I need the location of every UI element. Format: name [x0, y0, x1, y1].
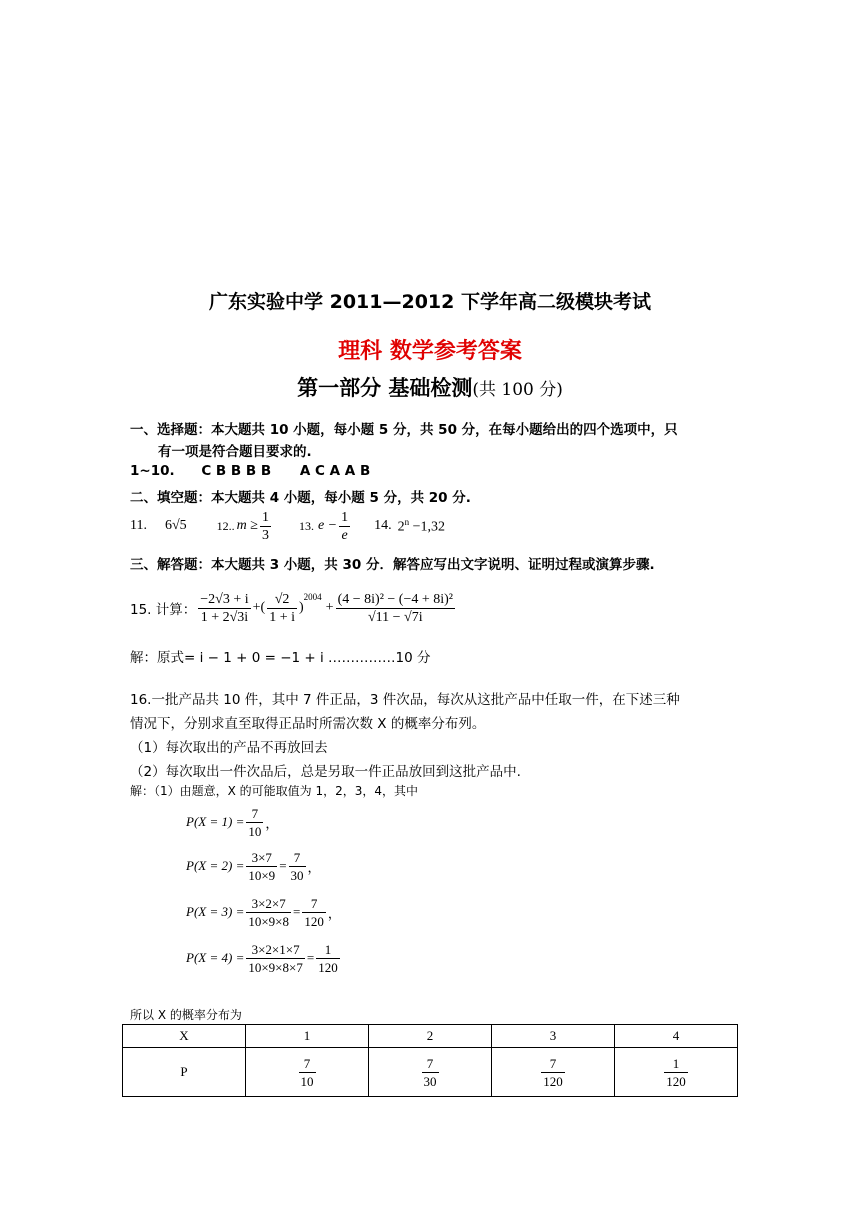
p4-fraction-a: [246, 941, 305, 976]
q15-solution: 解：原式= i − 1 + 0 = −1 + i ……………10 分: [130, 650, 431, 666]
q13-fraction-num: 1: [341, 509, 349, 525]
answers-row: [130, 463, 370, 479]
q15-term2-den: 1 + i: [269, 609, 295, 625]
table-header-cell: 4: [615, 1025, 738, 1048]
q12-lhs: m ≥: [236, 518, 258, 533]
table-header-cell: X: [123, 1025, 246, 1048]
q12-fraction: [260, 509, 271, 544]
p3-num-b: 7: [302, 895, 326, 913]
q12-fraction-num: 1: [261, 509, 269, 525]
q13-number: 13.: [298, 518, 314, 533]
q15-term1-den: 1 + 2√3i: [200, 609, 249, 625]
p3-equation: [186, 892, 341, 932]
table-cell: [246, 1048, 369, 1097]
cell-fraction: [541, 1055, 565, 1090]
p3-num-a: 3×2×7: [246, 895, 291, 913]
q14-answer: [398, 517, 445, 536]
q16-solution-intro: 解：（1）由题意，X 的可能取值为 1，2，3，4，其中: [130, 784, 419, 798]
q12-number: 12..: [216, 518, 235, 533]
q15-term2-exp: 2004: [303, 592, 322, 602]
p2-equation: [186, 846, 321, 886]
cell-fraction: [664, 1055, 688, 1090]
p4-den-a: 10×9×8×7: [248, 959, 303, 975]
q15-term3-den: √11 − √7i: [367, 609, 423, 625]
q13-fraction: [339, 509, 350, 544]
q15-close: ): [299, 600, 304, 615]
part-note: (共 100 分): [472, 380, 563, 400]
cell-num: 1: [664, 1055, 688, 1073]
p4-num-b: 1: [316, 941, 340, 959]
part-main: 第一部分 基础检测: [297, 376, 473, 400]
cell-den: 10: [300, 1073, 314, 1089]
fill-answers-row: [130, 504, 445, 548]
cell-num: 7: [299, 1055, 316, 1073]
p3-fraction-a: [246, 895, 291, 930]
p1-tail: ，: [265, 815, 279, 831]
cell-fraction: [299, 1055, 316, 1090]
document-title: 广东实验中学 2011—2012 下学年高二级模块考试: [209, 291, 651, 313]
p1-num: 7: [246, 805, 263, 823]
q16-line4: （2）每次取出一件次品后，总是另取一件正品放回到这批产品中.: [130, 764, 521, 780]
p3-tail: ，: [327, 905, 341, 921]
table-header-row: [123, 1025, 738, 1048]
q15-term1: [198, 591, 250, 626]
answers-group-a: C B B B B: [201, 463, 272, 479]
q15-plus1: +(: [252, 600, 266, 615]
table-cell: [369, 1048, 492, 1097]
table-row-label: P: [123, 1048, 246, 1097]
table-header-cell: 1: [246, 1025, 369, 1048]
q16-line2: 情况下，分别求直至取得正品时所需次数 X 的概率分布列。: [130, 716, 486, 732]
q15-term2-num: √2: [267, 591, 297, 609]
q15-term2: [267, 591, 297, 626]
p2-num-a: 3×7: [246, 849, 277, 867]
p3-den-a: 10×9×8: [248, 913, 290, 929]
p2-fraction-b: [289, 849, 306, 884]
p2-den-b: 30: [290, 867, 304, 883]
q15-expression: [130, 584, 457, 632]
p4-num-a: 3×2×1×7: [246, 941, 305, 959]
p2-fraction-a: [246, 849, 277, 884]
q14-exp: n: [404, 516, 410, 527]
cell-num: 7: [422, 1055, 439, 1073]
q15-term1-num: −2√3 + i: [200, 591, 249, 607]
document-subtitle: 理科 数学参考答案: [338, 339, 522, 364]
p2-lhs: P(X = 2) =: [186, 858, 245, 873]
table-header-cell: 3: [492, 1025, 615, 1048]
p1-equation: [186, 802, 278, 842]
q16-line3: （1）每次取出的产品不再放回去: [130, 740, 328, 756]
q15-term3: [336, 591, 455, 626]
q15-term3-num: (4 − 8i)² − (−4 + 8i)²: [337, 591, 453, 607]
cell-den: 120: [543, 1073, 563, 1089]
p4-lhs: P(X = 4) =: [186, 950, 245, 965]
p4-den-b: 120: [318, 959, 338, 975]
cell-den: 30: [423, 1073, 437, 1089]
q15-plus2: +: [325, 600, 334, 615]
cell-fraction: [422, 1055, 439, 1090]
q14-base: 2: [397, 519, 405, 535]
q11-answer: 6√5: [164, 518, 187, 533]
q13-lhs: e −: [317, 518, 338, 533]
table-header-cell: 2: [369, 1025, 492, 1048]
q13-fraction-den: e: [341, 527, 348, 543]
p2-den-a: 10×9: [248, 867, 276, 883]
p2-num-b: 7: [289, 849, 306, 867]
p3-equals: =: [293, 904, 301, 919]
section1-line1: 一、选择题：本大题共 10 小题，每小题 5 分，共 50 分，在每小题给出的四个选项中，只: [130, 422, 678, 438]
p3-fraction-b: [302, 895, 326, 930]
table-value-row: [123, 1048, 738, 1097]
cell-num: 7: [541, 1055, 565, 1073]
q12-fraction-den: 3: [261, 527, 269, 543]
q11-number: 11.: [130, 518, 147, 533]
p2-tail: ，: [307, 859, 321, 875]
cell-den: 120: [666, 1073, 686, 1089]
p4-fraction-b: [316, 941, 340, 976]
distribution-caption: 所以 X 的概率分布为: [130, 1008, 242, 1022]
section1-line2: 有一项是符合题目要求的.: [158, 444, 312, 460]
probability-table: [122, 1024, 738, 1097]
q15-label: 15. 计算：: [130, 602, 197, 618]
table-cell: [492, 1048, 615, 1097]
p4-equation: [186, 938, 342, 978]
section2-heading: 二、填空题：本大题共 4 小题，每小题 5 分，共 20 分.: [130, 490, 471, 506]
p1-den: 10: [248, 823, 262, 839]
part-heading: [0, 372, 860, 402]
p2-equals: =: [279, 858, 287, 873]
q14-number: 14.: [374, 518, 392, 533]
table-cell: [615, 1048, 738, 1097]
p3-lhs: P(X = 3) =: [186, 904, 245, 919]
answers-group-b: A C A A B: [299, 463, 371, 479]
section3-heading: 三、解答题：本大题共 3 小题，共 30 分．解答应写出文字说明、证明过程或演算步骤.: [130, 557, 655, 573]
p4-equals: =: [306, 950, 315, 965]
q14-rest: −1,32: [409, 519, 446, 535]
p1-lhs: P(X = 1) =: [186, 814, 245, 829]
answers-label: 1~10.: [130, 463, 175, 479]
p3-den-b: 120: [304, 913, 324, 929]
q16-line1: 16.一批产品共 10 件，其中 7 件正品，3 件次品，每次从这批产品中任取一件，在下述三种: [130, 692, 680, 708]
p1-fraction: [246, 805, 263, 840]
